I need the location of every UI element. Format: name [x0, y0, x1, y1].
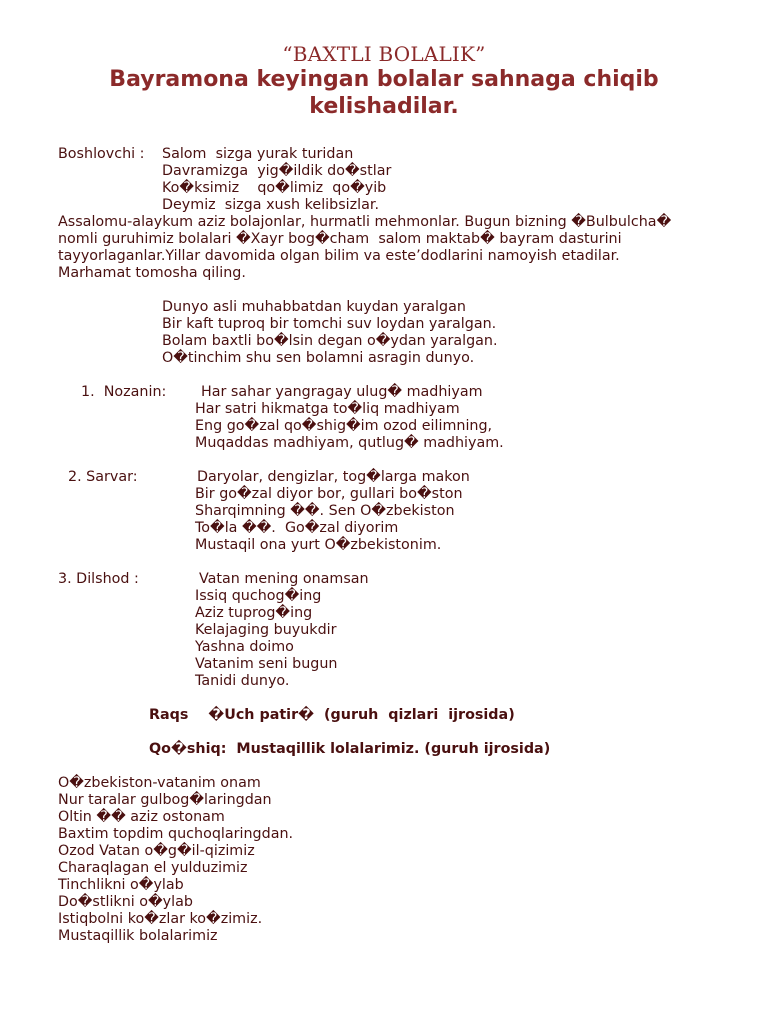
- performer-line: Vatanim seni bugun: [195, 656, 338, 672]
- intro-line: Ko�ksimiz qo�limiz qo�yib: [162, 180, 387, 196]
- song-line: Do�stlikni o�ylab: [58, 894, 193, 910]
- paragraph-line: tayyorlaganlar.Yillar davomida olgan bilim va este’dodlarini namoyish etadilar.: [58, 248, 620, 264]
- performer-line: Tanidi dunyo.: [195, 673, 290, 689]
- paragraph-line: Assalomu-alaykum aziz bolajonlar, hurmatli mehmonlar. Bugun bizning �Bulbulcha�: [58, 214, 672, 230]
- intro-line: Davramizga yig�ildik do�stlar: [162, 163, 392, 179]
- song-line: Mustaqillik bolalarimiz: [58, 928, 218, 944]
- performer-line: Har satri hikmatga to�liq madhiyam: [195, 401, 460, 417]
- performer-line: Issiq quchog�ing: [195, 588, 322, 604]
- song-line: Nur taralar gulbog�laringdan: [58, 792, 272, 808]
- paragraph-line: nomli guruhimiz bolalari �Xayr bog�cham salom maktab� bayram dasturini: [58, 231, 622, 247]
- performer-line: Daryolar, dengizlar, tog�larga makon: [197, 469, 470, 485]
- performer-label: 3. Dilshod :: [58, 571, 139, 587]
- intro-line: Deymiz sizga xush kelibsizlar.: [162, 197, 379, 213]
- poem-line: Bolam baxtli bo�lsin degan o�ydan yaralgan.: [162, 333, 498, 349]
- performer-line: Muqaddas madhiyam, qutlug� madhiyam.: [195, 435, 504, 451]
- dance-heading: Raqs �Uch patir� (guruh qizlari ijrosida): [149, 707, 515, 723]
- poem-line: Bir kaft tuproq bir tomchi suv loydan yaralgan.: [162, 316, 497, 332]
- performer-line: Sharqimning ��. Sen O�zbekiston: [195, 503, 455, 519]
- performer-line: Bir go�zal diyor bor, gullari bo�ston: [195, 486, 463, 502]
- performer-label: 2. Sarvar:: [68, 469, 138, 485]
- intro-line: Salom sizga yurak turidan: [162, 146, 354, 162]
- poem-line: Dunyo asli muhabbatdan kuydan yaralgan: [162, 299, 466, 315]
- performer-line: Eng go�zal qo�shig�im ozod eilimning,: [195, 418, 493, 434]
- song-line: Ozod Vatan o�g�il-qizimiz: [58, 843, 255, 859]
- document-subtitle: Bayramona keyingan bolalar sahnaga chiqib kelishadilar.: [109, 67, 659, 119]
- performer-line: Mustaqil ona yurt O�zbekistonim.: [195, 537, 442, 553]
- document-title: “BAXTLI BOLALIK”: [282, 42, 486, 66]
- performer-line: Vatan mening onamsan: [199, 571, 369, 587]
- performer-line: Aziz tuprog�ing: [195, 605, 313, 621]
- performer-label: 1. Nozanin:: [81, 384, 167, 400]
- intro-speaker: Boshlovchi :: [58, 146, 145, 162]
- song-line: Oltin �� aziz ostonam: [58, 809, 225, 825]
- song-heading: Qo�shiq: Mustaqillik lolalarimiz. (guruh ijrosida): [149, 741, 551, 757]
- performer-line: Kelajaging buyukdir: [195, 622, 337, 638]
- performer-line: Har sahar yangragay ulug� madhiyam: [201, 384, 483, 400]
- song-line: O�zbekiston-vatanim onam: [58, 775, 261, 791]
- poem-line: O�tinchim shu sen bolamni asragin dunyo.: [162, 350, 475, 366]
- song-line: Baxtim topdim quchoqlaringdan.: [58, 826, 294, 842]
- song-line: Istiqbolni ko�zlar ko�zimiz.: [58, 911, 263, 927]
- song-line: Charaqlagan el yulduzimiz: [58, 860, 248, 876]
- song-line: Tinchlikni o�ylab: [58, 877, 184, 893]
- performer-line: To�la ��. Go�zal diyorim: [195, 520, 399, 536]
- paragraph-line: Marhamat tomosha qiling.: [58, 265, 246, 281]
- performer-line: Yashna doimo: [195, 639, 294, 655]
